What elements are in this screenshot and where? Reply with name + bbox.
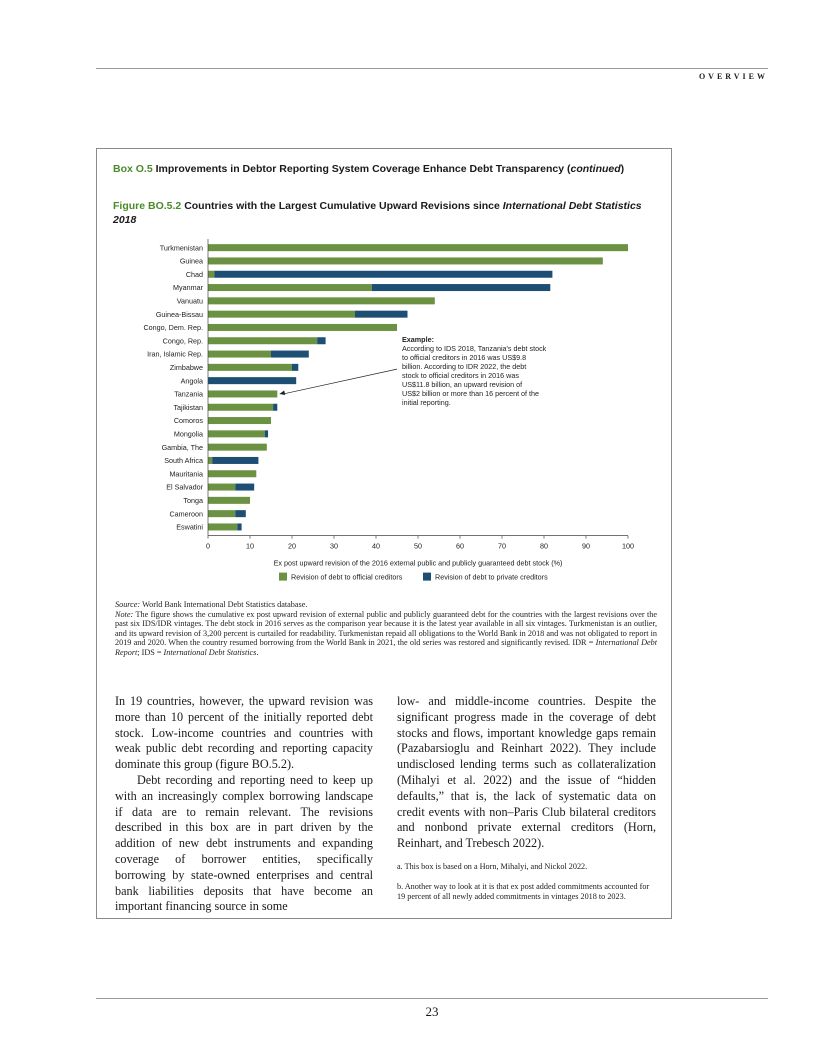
figure-title-main: Countries with the Largest Cumulative Upward Revisions since <box>184 200 500 212</box>
figure-title-italic: International Debt Statistics 2018 <box>113 200 642 226</box>
note-text: The figure shows the cumulative ex post upward revision of external public and publicly guaranteed debt for the countries with the largest revisions over the past six IDS/IDR vintages. The debt stock in 2016 serves as the comparison year because it is the latest year available in all six vintages. Turkmenistan is an outlier, and its upward revision of 3,200 percent is curtailed for readability. Turkmenistan repaid all obligations to the World Bank in 2018 and was not obligated to report in 2019 and 2020. When the country resumed borrowing from the World Bank in 2021, the old series was restored and significantly revised. IDR = <box>115 609 657 648</box>
legend-label: Revision of debt to private creditors <box>435 572 548 582</box>
category-label: Iran, Islamic Rep. <box>147 349 203 359</box>
bar-official <box>208 444 267 451</box>
bar-official <box>208 510 235 517</box>
category-label: Eswatini <box>176 522 203 532</box>
bar-official <box>208 484 235 491</box>
box-label: Box O.5 <box>113 163 153 175</box>
body-column-left <box>115 694 373 915</box>
category-label: Chad <box>185 269 203 279</box>
note-label: Note: <box>115 609 134 619</box>
ids-full: International Debt Statistics <box>163 647 257 657</box>
x-tick-label: 50 <box>414 541 422 551</box>
x-tick-label: 10 <box>246 541 254 551</box>
category-label: Turkmenistan <box>159 243 203 253</box>
category-label: Gambia, The <box>161 442 203 452</box>
bar-private <box>235 510 246 517</box>
annotation-line: US$11.8 billion, an upward revision of <box>402 380 523 390</box>
bar-official <box>208 364 292 371</box>
source-label: Source: <box>115 600 141 609</box>
source-line <box>115 600 657 610</box>
x-tick-label: 100 <box>622 541 634 551</box>
category-label: Vanuatu <box>176 296 203 306</box>
category-label: Tonga <box>183 495 203 505</box>
x-axis-title: Ex post upward revision of the 2016 external public and publicly guaranteed debt stock (%) <box>273 558 563 568</box>
bar-official <box>208 390 277 397</box>
bar-private <box>235 484 254 491</box>
note-line <box>115 610 657 658</box>
bar-official <box>208 297 435 304</box>
x-tick-label: 30 <box>330 541 338 551</box>
bar-official <box>208 257 603 264</box>
annotation-line: stock to official creditors in 2016 was <box>402 371 519 381</box>
footnote-a: a. This box is based on a Horn, Mihalyi, and Nickol 2022. <box>397 861 588 871</box>
bar-official <box>208 417 271 424</box>
annotation-arrowhead <box>279 390 285 395</box>
bar-official <box>208 311 355 318</box>
bar-private <box>265 430 268 437</box>
category-label: Zimbabwe <box>169 362 203 372</box>
figure-notes <box>115 600 657 658</box>
footnote-b: b. Another way to look at it is that ex post added commitments accounted for 19 percent of all newly added commitments in vintages 2018 to 2023. <box>397 881 650 901</box>
bar-private <box>271 351 309 358</box>
bar-official <box>208 457 212 464</box>
bar-official <box>208 324 397 331</box>
category-label: Angola <box>180 376 203 386</box>
bar-official <box>208 430 265 437</box>
annotation-line: initial reporting. <box>402 398 451 408</box>
bottom-rule <box>96 998 768 999</box>
bar-private <box>292 364 298 371</box>
category-label: Mauritania <box>169 469 203 479</box>
bar-official <box>208 337 317 344</box>
x-tick-label: 0 <box>206 541 210 551</box>
paragraph: Debt recording and reporting need to keep up with an increasingly complex borrowing landscape if data are to remain relevant. The revisions described in this box are in part driven by the addition of new debt instruments and expanding coverage of borrower entities, specifically borrowing by state-owned enterprises and central bank liabilities deposits that have become an important financing source in some <box>115 772 373 914</box>
body-column-right <box>397 694 656 901</box>
bar-official <box>208 284 372 291</box>
annotation-line: US$2 billion or more than 16 percent of the <box>402 389 540 399</box>
bar-chart <box>97 234 671 594</box>
bar-official <box>208 470 256 477</box>
x-tick-label: 20 <box>288 541 296 551</box>
bar-private <box>212 457 258 464</box>
x-tick-label: 90 <box>582 541 590 551</box>
paragraph: In 19 countries, however, the upward revision was more than 10 percent of the initially reported debt stock. Low-income countries and countries with weak public debt recording and reporting capacity dominate this group (figure BO.5.2). <box>115 694 373 772</box>
legend-swatch <box>279 573 287 581</box>
annotation-line: According to IDS 2018, Tanzania's debt stock <box>402 344 547 354</box>
category-label: Congo, Dem. Rep. <box>143 323 203 333</box>
paragraph: low- and middle-income countries. Despite the significant progress made in the coverage of debt stocks and flows, important knowledge gaps remain (Pazabarsioglu and Reinhart 2022). They include undisclosed lending terms such as collateralization (Mihalyi et al. 2022) and the issue of “hidden defaults,” that is, the lack of systematic data on credit events with non–Paris Club bilateral creditors and nonbond private external creditors (Horn, Reinhart, and Trebesch 2022). <box>397 694 656 851</box>
bar-private <box>237 523 241 530</box>
figure-title <box>113 199 653 227</box>
category-label: Congo, Rep. <box>162 336 203 346</box>
bar-private <box>273 404 277 411</box>
category-label: Guinea <box>179 256 203 266</box>
bar-official <box>208 404 273 411</box>
x-tick-label: 80 <box>540 541 548 551</box>
annotation-line: billion. According to IDR 2022, the debt <box>402 362 527 372</box>
bar-private <box>208 377 296 384</box>
top-rule <box>96 68 768 69</box>
annotation-line: to official creditors in 2016 was US$9.8 <box>402 353 527 363</box>
category-label: Tajikistan <box>173 402 203 412</box>
bar-official <box>208 271 214 278</box>
box-title-text: Improvements in Debtor Reporting System Coverage Enhance Debt Transparency <box>155 163 565 175</box>
annotation-arrow <box>283 369 397 394</box>
idr-full: International Debt Report <box>115 638 657 657</box>
category-label: South Africa <box>164 456 203 466</box>
bar-official <box>208 351 271 358</box>
category-label: Mongolia <box>173 429 203 439</box>
category-label: Guinea-Bissau <box>155 309 203 319</box>
category-label: Cameroon <box>169 509 203 519</box>
section-label: OVERVIEW <box>698 72 768 81</box>
category-label: Comoros <box>173 416 203 426</box>
box-continued: continued <box>570 163 621 175</box>
box-panel <box>96 148 672 919</box>
bar-private <box>355 311 408 318</box>
bar-private <box>372 284 551 291</box>
x-tick-label: 70 <box>498 541 506 551</box>
ids-label: ; IDS = <box>137 647 162 657</box>
category-label: Myanmar <box>173 283 203 293</box>
x-tick-label: 40 <box>372 541 380 551</box>
category-label: El Salvador <box>166 482 203 492</box>
bar-official <box>208 523 237 530</box>
annotation-title: Example: <box>402 335 434 345</box>
bar-private <box>317 337 325 344</box>
legend-label: Revision of debt to official creditors <box>291 572 403 582</box>
bar-private <box>214 271 552 278</box>
note-end: . <box>256 647 259 657</box>
bar-official <box>208 497 250 504</box>
source-text: World Bank International Debt Statistics database. <box>142 600 308 609</box>
figure-label: Figure BO.5.2 <box>113 200 182 212</box>
legend-swatch <box>423 573 431 581</box>
category-label: Tanzania <box>174 389 203 399</box>
page-number: 23 <box>425 1004 439 1019</box>
x-tick-label: 60 <box>456 541 464 551</box>
box-title: Box O.5 Improvements in Debtor Reporting System Coverage Enhance Debt Transparency (continued) <box>113 163 625 175</box>
bar-official <box>208 244 628 251</box>
